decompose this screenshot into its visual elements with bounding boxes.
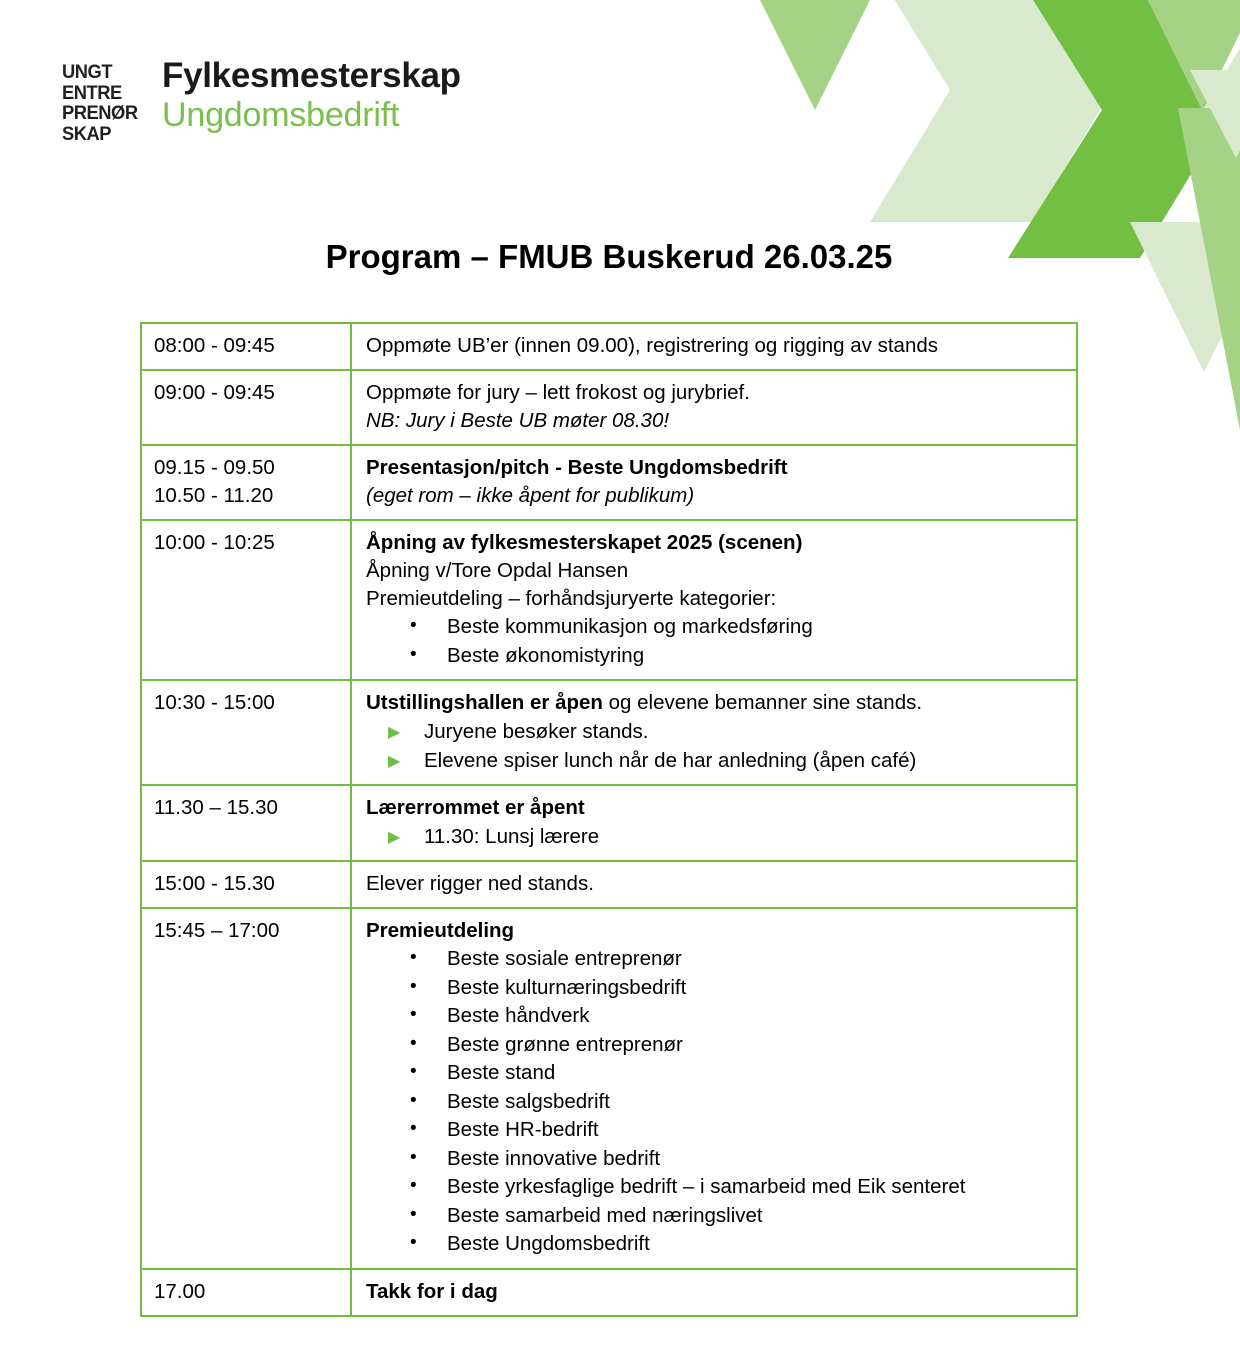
schedule-description-line: Takk for i dag (366, 1279, 498, 1303)
schedule-time-line: 10:00 - 10:25 (154, 531, 275, 554)
wordmark-secondary: Ungdomsbedrift (162, 96, 400, 134)
list-item: • Beste yrkesfaglige bedrift – i samarbeid med Eik senteret (366, 1173, 1066, 1202)
schedule-description-line: Oppmøte UB’er (innen 09.00), registrering og rigging av stands (366, 334, 939, 357)
list-item: • Beste grønne entreprenør (366, 1031, 1066, 1060)
schedule-description-line: Premieutdeling (366, 919, 515, 942)
schedule-time-line: 10:30 - 15:00 (154, 691, 275, 714)
list-item: • Beste Ungdomsbedrift (366, 1230, 1066, 1259)
deco-shape-mid-triangle-left (740, 0, 890, 110)
logo-line-3: PRENØR (62, 102, 138, 124)
schedule-time-line: 08:00 - 09:45 (154, 334, 275, 357)
deco-shape-light-wedge (880, 0, 950, 70)
deco-shape-light-triangle-right-up (1202, 0, 1240, 110)
schedule-description-line: Premieutdeling – forhåndsjuryerte kategorier: (366, 587, 777, 610)
deco-shape-dark-chevron (1008, 0, 1230, 258)
schedule-time-cell (141, 861, 351, 908)
list-item: • Beste økonomistyring (366, 642, 1066, 671)
schedule-description-cell (351, 861, 1077, 908)
schedule-description-line: (eget rom – ikke åpent for publikum) (366, 484, 695, 507)
schedule-time-line: 11.30 – 15.30 (154, 796, 278, 819)
deco-shape-mid-triangle-lower-right (1178, 108, 1240, 430)
list-item: ▶ 11.30: Lunsj lærere (366, 822, 1066, 851)
page-title: Program – FMUB Buskerud 26.03.25 (325, 238, 893, 275)
schedule-description-cell (351, 908, 1077, 1269)
schedule-time-cell (141, 445, 351, 520)
schedule-time-cell (141, 370, 351, 445)
table-row (141, 520, 1077, 680)
table-row (141, 1269, 1077, 1316)
table-row (141, 861, 1077, 908)
list-item: • Beste stand (366, 1059, 1066, 1088)
list-item: • Beste kulturnæringsbedrift (366, 974, 1066, 1003)
event-wordmark (162, 58, 461, 132)
table-row (141, 323, 1077, 370)
schedule-time-cell (141, 680, 351, 785)
schedule-description-cell (351, 323, 1077, 370)
logo-line-1: UNGT (62, 61, 113, 83)
schedule-time-line: 15:00 - 15.30 (154, 872, 275, 895)
schedule-description-emphasis: Utstillingshallen er åpen (366, 691, 603, 714)
deco-shape-light-triangle-right-lower (1130, 222, 1240, 372)
schedule-bullet-list (366, 945, 1066, 1259)
schedule-time-line: 09.15 - 09.50 (154, 456, 275, 479)
schedule-bullet-list (366, 822, 1066, 851)
schedule-description-cell (351, 680, 1077, 785)
list-item: ▶ Elevene spiser lunch når de har anledning (åpen café) (366, 746, 1066, 775)
list-item: • Beste innovative bedrift (366, 1145, 1066, 1174)
schedule-time-line: 17.00 (154, 1279, 206, 1303)
list-item: • Beste håndverk (366, 1002, 1066, 1031)
schedule-time-line: 10.50 - 11.20 (154, 484, 274, 507)
schedule-description-line: Åpning v/Tore Opdal Hansen (366, 559, 629, 582)
schedule-bullet-list (366, 717, 1066, 775)
schedule-description-line (366, 689, 1066, 717)
schedule-time-line: 15:45 – 17:00 (154, 919, 280, 942)
program-table (140, 322, 1078, 1317)
logo-line-4: SKAP (62, 122, 112, 145)
list-item: • Beste salgsbedrift (366, 1088, 1066, 1117)
list-item: • Beste sosiale entreprenør (366, 945, 1066, 974)
schedule-description-line: Lærerrommet er åpent (366, 796, 585, 819)
list-item: • Beste samarbeid med næringslivet (366, 1202, 1066, 1231)
schedule-description-line: Åpning av fylkesmesterskapet 2025 (scenen) (366, 531, 803, 554)
list-item: • Beste kommunikasjon og markedsføring (366, 613, 1066, 642)
schedule-description-cell (351, 1269, 1077, 1316)
deco-shape-light-chevron-left (870, 0, 1032, 222)
ungt-entreprenorskap-logo (62, 61, 138, 145)
schedule-time-line: 09:00 - 09:45 (154, 381, 275, 404)
table-row (141, 680, 1077, 785)
schedule-description-rest: og elevene bemanner sine stands. (602, 691, 923, 714)
schedule-description-cell (351, 520, 1077, 680)
schedule-time-cell (141, 520, 351, 680)
schedule-description-line: Oppmøte for jury – lett frokost og jurybrief. (366, 381, 750, 404)
schedule-description-line: Elever rigger ned stands. (366, 872, 594, 895)
deco-shape-mid-triangle-right (1128, 0, 1240, 110)
schedule-time-cell (141, 323, 351, 370)
schedule-description-line: Presentasjon/pitch - Beste Ungdomsbedrift (366, 456, 788, 479)
table-row (141, 370, 1077, 445)
wordmark-primary: Fylkesmesterskap (162, 56, 461, 95)
deco-shape-light-triangle-lower-right (1190, 70, 1240, 158)
table-row (141, 445, 1077, 520)
schedule-bullet-list (366, 613, 1066, 670)
deco-shape-light-triangle-right-mid (1190, 112, 1240, 250)
logo-line-2: ENTRE (62, 81, 122, 104)
schedule-time-cell (141, 908, 351, 1269)
schedule-description-cell (351, 370, 1077, 445)
schedule-time-cell (141, 1269, 351, 1316)
schedule-description-cell (351, 785, 1077, 861)
schedule-description-line: NB: Jury i Beste UB møter 08.30! (366, 409, 670, 432)
list-item: • Beste HR-bedrift (366, 1116, 1066, 1145)
table-row (141, 908, 1077, 1269)
table-row (141, 785, 1077, 861)
list-item: ▶ Juryene besøker stands. (366, 717, 1066, 746)
deco-shape-light-chevron-mid (950, 0, 1112, 222)
brand-header (62, 58, 461, 144)
schedule-description-cell (351, 445, 1077, 520)
schedule-time-cell (141, 785, 351, 861)
